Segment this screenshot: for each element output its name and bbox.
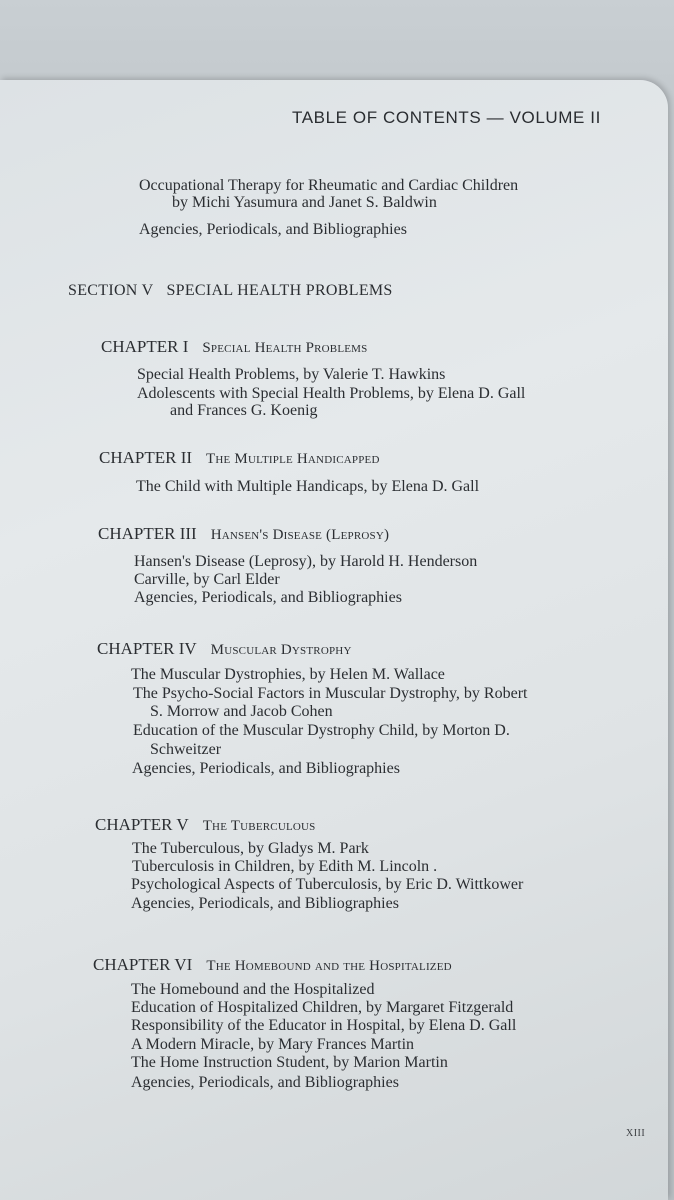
intro-entry-authors: by Michi Yasumura and Janet S. Baldwin [172, 194, 437, 211]
toc-entry: Education of the Muscular Dystrophy Child, by Morton D. [133, 722, 510, 739]
chapter-label: CHAPTER I [101, 337, 189, 356]
chapter-heading-4 [97, 639, 352, 660]
toc-entry: The Tuberculous, by Gladys M. Park [132, 840, 369, 857]
toc-entry: Special Health Problems, by Valerie T. Hawkins [137, 366, 446, 383]
toc-entry: The Psycho-Social Factors in Muscular Dystrophy, by Robert [133, 685, 528, 702]
chapter-label: CHAPTER V [95, 815, 189, 834]
toc-entry: Agencies, Periodicals, and Bibliographies [131, 895, 399, 912]
chapter-heading-6 [93, 955, 452, 976]
toc-entry: Agencies, Periodicals, and Bibliographies [132, 760, 400, 777]
toc-entry: The Child with Multiple Handicaps, by Elena D. Gall [136, 478, 480, 495]
toc-entry: Adolescents with Special Health Problems, by Elena D. Gall [137, 385, 526, 402]
chapter-title: The Homebound and the Hospitalized [206, 958, 452, 974]
toc-entry: Hansen's Disease (Leprosy), by Harold H. Henderson [134, 553, 478, 570]
chapter-label: CHAPTER VI [93, 955, 193, 974]
chapter-label: CHAPTER II [99, 448, 193, 467]
intro-entry-title: Occupational Therapy for Rheumatic and Cardiac Children [139, 177, 519, 194]
toc-entry: Agencies, Periodicals, and Bibliographies [134, 589, 402, 606]
chapter-title: Special Health Problems [202, 340, 368, 356]
chapter-title: The Tuberculous [202, 818, 316, 834]
toc-entry: A Modern Miracle, by Mary Frances Martin [131, 1036, 415, 1053]
chapter-title: Muscular Dystrophy [210, 642, 352, 658]
chapter-heading-5 [95, 815, 316, 836]
section-heading [68, 282, 393, 300]
toc-entry-continued: S. Morrow and Jacob Cohen [150, 703, 333, 720]
page-number: XIII [626, 1128, 646, 1139]
chapter-heading-1 [101, 337, 367, 358]
toc-entry: Carville, by Carl Elder [134, 571, 280, 588]
chapter-title: Hansen's Disease (Leprosy) [210, 527, 390, 543]
toc-entry-continued: and Frances G. Koenig [170, 402, 318, 419]
toc-entry: Education of Hospitalized Children, by Margaret Fitzgerald [131, 999, 514, 1016]
running-head: TABLE OF CONTENTS — VOLUME II [292, 108, 601, 127]
section-label: SECTION V [68, 282, 154, 299]
toc-entry: Psychological Aspects of Tuberculosis, by Eric D. Wittkower [131, 876, 524, 893]
chapter-title: The Multiple Handicapped [206, 451, 380, 467]
chapter-heading-2 [99, 448, 380, 469]
toc-entry: Tuberculosis in Children, by Edith M. Lincoln . [132, 858, 438, 875]
toc-entry: Agencies, Periodicals, and Bibliographies [131, 1074, 399, 1091]
toc-entry-continued: Schweitzer [150, 741, 222, 758]
toc-entry: The Home Instruction Student, by Marion Martin [131, 1054, 448, 1071]
toc-entry: Responsibility of the Educator in Hospital, by Elena D. Gall [131, 1017, 517, 1034]
intro-entry-agencies: Agencies, Periodicals, and Bibliographies [139, 221, 407, 238]
chapter-label: CHAPTER III [98, 524, 197, 543]
chapter-heading-3 [98, 524, 389, 545]
toc-entry: The Muscular Dystrophies, by Helen M. Wallace [131, 666, 445, 683]
section-title: SPECIAL HEALTH PROBLEMS [166, 282, 393, 299]
chapter-label: CHAPTER IV [97, 639, 197, 658]
toc-entry: The Homebound and the Hospitalized [131, 981, 375, 998]
